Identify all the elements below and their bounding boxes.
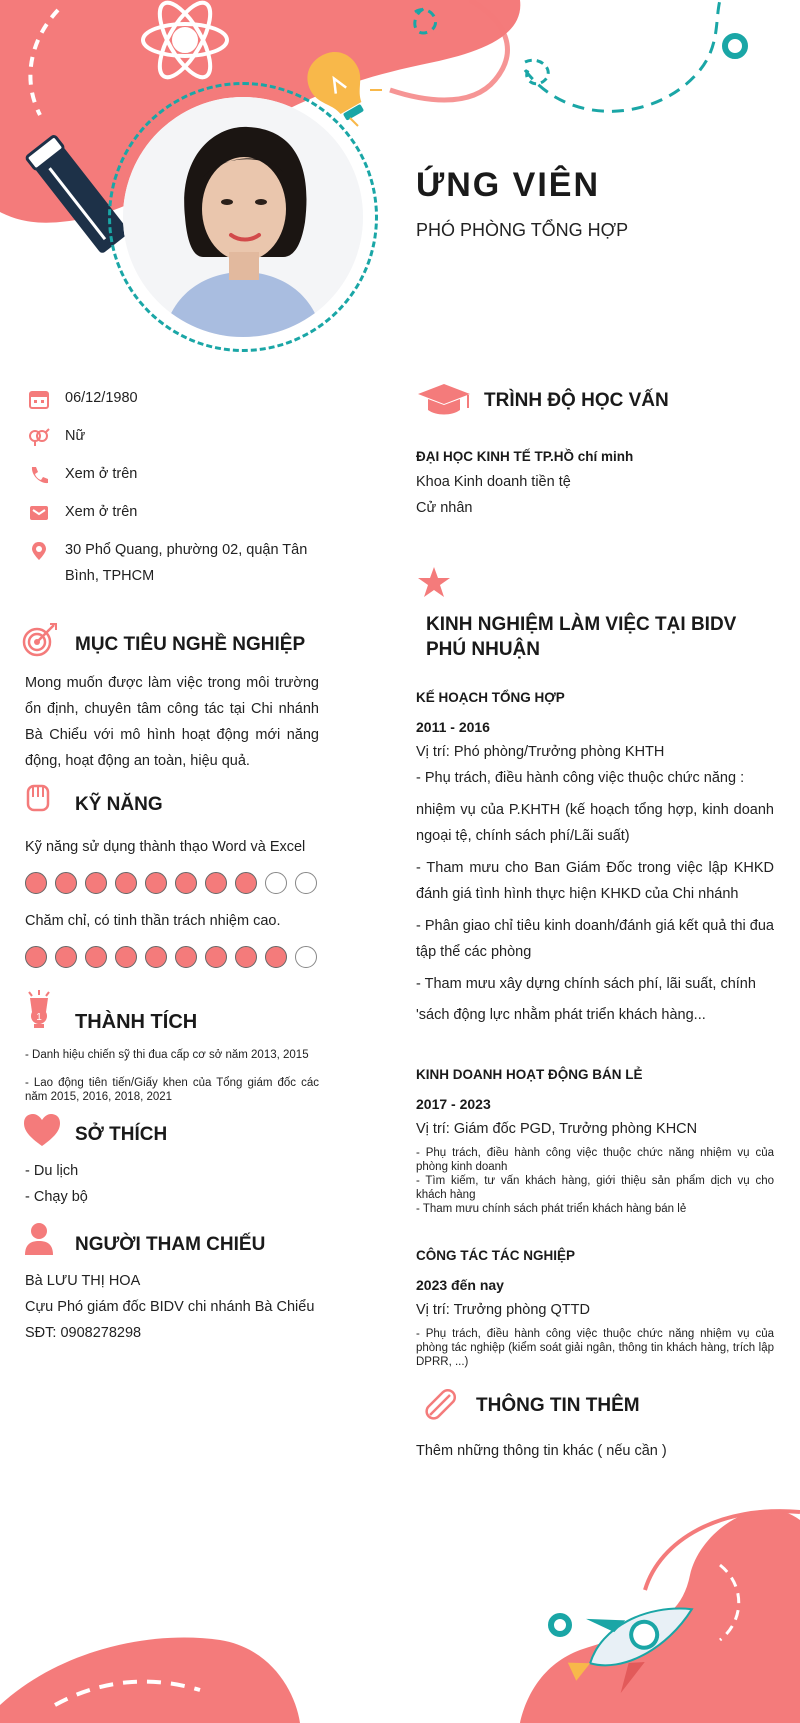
fist-icon	[24, 782, 52, 816]
contact-address	[28, 537, 328, 589]
job-1-department: KẾ HOẠCH TỔNG HỢP	[416, 690, 565, 705]
gender-text: Nữ	[65, 428, 86, 444]
rating-dot	[85, 872, 107, 894]
job-2-years: 2017 - 2023	[416, 1096, 491, 1112]
job-1-line-3: - Tham mưu cho Ban Giám Đốc trong việc lập KHKD đánh giá tình hình thực hiện KHKD của Chi nhánh	[416, 860, 774, 902]
hobbies-title: SỞ THÍCH	[75, 1124, 168, 1145]
experience-title: KINH NGHIỆM LÀM VIỆC TẠI BIDV PHÚ NHUẬN	[426, 614, 737, 660]
phone-text: Xem ở trên	[65, 466, 138, 482]
teal-loop	[525, 60, 548, 84]
skill-2-label: Chăm chỉ, có tinh thần trách nhiệm cao.	[25, 913, 281, 929]
candidate-title: PHÓ PHÒNG TỔNG HỢP	[416, 220, 629, 240]
job-1-line-6: 'sách động lực nhằm phát triển khách hàng...	[416, 1007, 706, 1023]
trophy-icon	[22, 988, 56, 1030]
rating-dot	[295, 946, 317, 968]
contact-gender	[28, 423, 328, 449]
hobby-1: - Du lịch	[25, 1163, 79, 1179]
education-degree: Cử nhân	[416, 500, 473, 516]
references-title: NGƯỜI THAM CHIẾU	[75, 1234, 266, 1255]
objective-text: Mong muốn được làm việc trong môi trường ổn định, chuyên tâm công tác tại Chi nhánh Bà Chiểu với mô hình hoạt động mới năng động, hoạt động an toàn, hiệu quả.	[25, 675, 319, 769]
contact-phone	[28, 461, 328, 487]
job-3-line-1: - Phụ trách, điều hành công việc thuộc chức năng nhiệm vụ của phòng tác nghiệp (kiểm soát giải ngân, thông tin khách hàng, trích lập DPRR, ...)	[416, 1328, 774, 1368]
job-2-department: KINH DOANH HOẠT ĐỘNG BÁN LẺ	[416, 1067, 643, 1082]
phone-icon	[28, 465, 50, 485]
rating-dot	[205, 872, 227, 894]
reference-phone: SĐT: 0908278298	[25, 1325, 142, 1341]
job-1-years: 2011 - 2016	[416, 719, 490, 735]
rating-dot	[25, 946, 47, 968]
graduation-cap-icon	[416, 382, 472, 418]
job-3-position: Vị trí: Trưởng phòng QTTD	[416, 1302, 590, 1318]
calendar-icon	[28, 389, 50, 409]
star-icon	[416, 566, 452, 600]
reference-name: Bà LƯU THỊ HOA	[25, 1273, 141, 1289]
address-text: 30 Phổ Quang, phường 02, quận Tân Bình, TPHCM	[65, 542, 308, 584]
profile-photo	[123, 97, 363, 337]
job-2-line-2: - Tìm kiếm, tư vấn khách hàng, giới thiệu sản phẩm dịch vụ cho khách hàng	[416, 1175, 774, 1201]
birthday-text: 06/12/1980	[65, 390, 138, 406]
rating-dot	[205, 946, 227, 968]
job-3-department: CÔNG TÁC TÁC NGHIỆP	[416, 1248, 576, 1263]
hobby-2: - Chạy bộ	[25, 1189, 88, 1205]
extra-title: THÔNG TIN THÊM	[476, 1395, 640, 1416]
job-1-line-5: - Tham mưu xây dựng chính sách phí, lãi suất, chính	[416, 976, 756, 992]
candidate-name: ỨNG VIÊN	[416, 166, 601, 204]
rating-dot	[85, 946, 107, 968]
education-title: TRÌNH ĐỘ HỌC VẤN	[484, 390, 669, 411]
job-1-line-4: - Phân giao chỉ tiêu kinh doanh/đánh giá kết quả thi đua tập thể các phòng	[416, 918, 774, 960]
objective-title: MỤC TIÊU NGHỀ NGHIỆP	[75, 634, 306, 655]
email-text: Xem ở trên	[65, 504, 138, 520]
job-1-position: Vị trí: Phó phòng/Trưởng phòng KHTH	[416, 744, 665, 760]
reference-position: Cựu Phó giám đốc BIDV chi nhánh Bà Chiểu	[25, 1299, 315, 1315]
job-2-line-1: - Phụ trách, điều hành công việc thuộc chức năng nhiệm vụ của phòng kinh doanh	[416, 1147, 774, 1173]
job-2-position: Vị trí: Giám đốc PGD, Trưởng phòng KHCN	[416, 1121, 698, 1137]
rating-dot	[145, 946, 167, 968]
skills-title: KỸ NĂNG	[75, 794, 163, 815]
skill-1-rating	[25, 872, 317, 894]
rating-dot	[175, 946, 197, 968]
job-2-line-3: - Tham mưu chính sách phát triển khách hàng bán lẻ	[416, 1203, 687, 1215]
rating-dot	[55, 872, 77, 894]
contact-birthday	[28, 385, 328, 411]
achievement-2: - Lao động tiên tiến/Giấy khen của Tổng giám đốc các năm 2015, 2016, 2018, 2021	[25, 1077, 319, 1103]
job-3-years: 2023 đến nay	[416, 1277, 504, 1293]
education-major: Khoa Kinh doanh tiền tệ	[416, 474, 571, 490]
achievement-1: - Danh hiệu chiến sỹ thi đua cấp cơ sở năm 2013, 2015	[25, 1049, 309, 1061]
achievements-title: THÀNH TÍCH	[75, 1011, 198, 1033]
extra-text: Thêm những thông tin khác ( nếu cần )	[416, 1443, 667, 1459]
gender-icon	[28, 427, 50, 447]
rating-dot	[295, 872, 317, 894]
skill-1-label: Kỹ năng sử dụng thành thạo Word và Excel	[25, 839, 306, 855]
portrait-illustration	[123, 97, 363, 337]
teal-dashed-curve	[525, 0, 720, 111]
profile-photo-frame	[108, 82, 378, 352]
skill-2-rating	[25, 946, 317, 968]
rating-dot	[25, 872, 47, 894]
rating-dot	[175, 872, 197, 894]
job-1-line-1: - Phụ trách, điều hành công việc thuộc chức năng :	[416, 770, 745, 786]
education-school: ĐẠI HỌC KINH TẾ TP.HỒ chí minh	[416, 449, 634, 464]
rating-dot	[265, 872, 287, 894]
link-icon	[418, 1384, 462, 1426]
email-icon	[28, 503, 50, 523]
rating-dot	[235, 872, 257, 894]
rating-dot	[115, 872, 137, 894]
contact-email	[28, 499, 328, 525]
teal-ring-bottom	[551, 1616, 569, 1634]
job-1-line-2: nhiệm vụ của P.KHTH (kế hoạch tổng hợp, kinh doanh ngoại tệ, chính sách phí/Lãi suất)	[416, 802, 774, 844]
rating-dot	[235, 946, 257, 968]
svg-text:1: 1	[36, 1012, 42, 1023]
rating-dot	[115, 946, 137, 968]
target-icon	[22, 622, 58, 658]
rating-dot	[55, 946, 77, 968]
teal-ring	[725, 36, 745, 56]
heart-icon	[22, 1112, 62, 1148]
person-icon	[24, 1222, 54, 1256]
location-icon	[28, 541, 50, 561]
rating-dot	[145, 872, 167, 894]
rating-dot	[265, 946, 287, 968]
